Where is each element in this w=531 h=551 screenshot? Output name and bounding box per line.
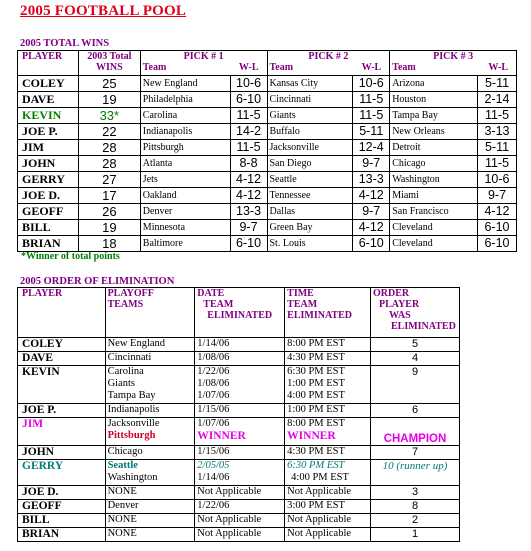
table-row: DAVE Cincinnati 1/08/06 4:30 PM EST 4 bbox=[18, 352, 460, 366]
table-row bbox=[18, 124, 517, 140]
cell-t3: Cleveland bbox=[390, 236, 478, 252]
header-pick2: PICK # 2 Team W-L bbox=[267, 51, 390, 76]
cell-total: 28 bbox=[78, 156, 140, 172]
cell-t3: Tampa Bay bbox=[390, 108, 478, 124]
cell-wl1: 8-8 bbox=[230, 156, 267, 172]
total-wins-title: 2005 TOTAL WINS bbox=[20, 38, 110, 49]
cell-t1: Denver bbox=[140, 204, 230, 220]
table-row bbox=[18, 172, 517, 188]
header-total: 2003 Total WINS bbox=[78, 51, 140, 76]
table-row: KEVIN Carolina Giants Tampa Bay 1/22/06 1/08/06 1/07/06 6:30 PM EST 1:00 PM EST 4:00 PM EST 9 bbox=[18, 366, 460, 404]
cell-player: BILL bbox=[18, 220, 79, 236]
cell-wl2: 10-6 bbox=[353, 76, 390, 92]
header-player: PLAYER bbox=[18, 51, 79, 76]
cell-wl2: 6-10 bbox=[353, 236, 390, 252]
cell-wl3: 2-14 bbox=[478, 92, 517, 108]
cell-total: 19 bbox=[78, 92, 140, 108]
table-row: BRIAN NONE Not Applicable Not Applicable 1 bbox=[18, 528, 460, 542]
cell-t1: Baltimore bbox=[140, 236, 230, 252]
table-row: JIM Jacksonville Pittsburgh 1/07/06 WINNER 8:00 PM EST WINNER CHAMPION bbox=[18, 418, 460, 446]
table-row: GEOFF Denver 1/22/06 3:00 PM EST 8 bbox=[18, 500, 460, 514]
cell-t1: Philadelphia bbox=[140, 92, 230, 108]
cell-wl2: 9-7 bbox=[353, 156, 390, 172]
cell-t3: New Orleans bbox=[390, 124, 478, 140]
cell-t3: Washington bbox=[390, 172, 478, 188]
cell-t2: Seattle bbox=[267, 172, 353, 188]
cell-total: 17 bbox=[78, 188, 140, 204]
table-row: GERRY Seattle Washington 2/05/05 1/14/06 6:30 PM EST 4:00 PM EST 10 (runner up) bbox=[18, 460, 460, 486]
cell-t2: Jacksonville bbox=[267, 140, 353, 156]
cell-total: 19 bbox=[78, 220, 140, 236]
cell-player: GEOFF bbox=[18, 204, 79, 220]
winner-note: *Winner of total points bbox=[21, 251, 120, 262]
cell-t1: Minnesota bbox=[140, 220, 230, 236]
cell-wl1: 11-5 bbox=[230, 140, 267, 156]
cell-total: 25 bbox=[78, 76, 140, 92]
cell-wl2: 9-7 bbox=[353, 204, 390, 220]
cell-t1: Carolina bbox=[140, 108, 230, 124]
cell-t2: Giants bbox=[267, 108, 353, 124]
cell-t2: Cincinnati bbox=[267, 92, 353, 108]
cell-t2: St. Louis bbox=[267, 236, 353, 252]
cell-total: 26 bbox=[78, 204, 140, 220]
cell-total: 28 bbox=[78, 140, 140, 156]
cell-wl3: 6-10 bbox=[478, 220, 517, 236]
cell-wl3: 9-7 bbox=[478, 188, 517, 204]
cell-t3: San Francisco bbox=[390, 204, 478, 220]
cell-t2: Green Bay bbox=[267, 220, 353, 236]
cell-wl2: 11-5 bbox=[353, 92, 390, 108]
cell-t1: Oakland bbox=[140, 188, 230, 204]
cell-wl1: 4-12 bbox=[230, 172, 267, 188]
cell-wl2: 4-12 bbox=[353, 220, 390, 236]
table-row: COLEY New England 1/14/06 8:00 PM EST 5 bbox=[18, 338, 460, 352]
cell-t1: Jets bbox=[140, 172, 230, 188]
cell-wl3: 4-12 bbox=[478, 204, 517, 220]
cell-wl2: 5-11 bbox=[353, 124, 390, 140]
cell-wl1: 11-5 bbox=[230, 108, 267, 124]
header-player: PLAYER bbox=[18, 288, 106, 338]
elimination-title: 2005 ORDER OF ELIMINATION bbox=[20, 276, 175, 287]
table-header-row bbox=[18, 288, 460, 338]
cell-player: DAVE bbox=[18, 92, 79, 108]
table-row: JOE D. NONE Not Applicable Not Applicable 3 bbox=[18, 486, 460, 500]
cell-t1: Atlanta bbox=[140, 156, 230, 172]
total-wins-table bbox=[17, 50, 517, 252]
cell-player: COLEY bbox=[18, 76, 79, 92]
cell-wl3: 5-11 bbox=[478, 140, 517, 156]
header-pick1: PICK # 1 Team W-L bbox=[140, 51, 267, 76]
table-row bbox=[18, 188, 517, 204]
cell-player: JOE D. bbox=[18, 188, 79, 204]
cell-wl1: 6-10 bbox=[230, 92, 267, 108]
cell-player: KEVIN bbox=[18, 108, 79, 124]
table-row: BILL NONE Not Applicable Not Applicable 2 bbox=[18, 514, 460, 528]
cell-wl1: 13-3 bbox=[230, 204, 267, 220]
cell-total: 18 bbox=[78, 236, 140, 252]
cell-wl1: 6-10 bbox=[230, 236, 267, 252]
cell-wl2: 12-4 bbox=[353, 140, 390, 156]
table-row: JOHN Chicago 1/15/06 4:30 PM EST 7 bbox=[18, 446, 460, 460]
cell-wl3: 5-11 bbox=[478, 76, 517, 92]
cell-player: BRIAN bbox=[18, 236, 79, 252]
table-row bbox=[18, 236, 517, 252]
cell-wl2: 4-12 bbox=[353, 188, 390, 204]
table-row bbox=[18, 220, 517, 236]
cell-player: JOHN bbox=[18, 156, 79, 172]
cell-t3: Cleveland bbox=[390, 220, 478, 236]
cell-player: JOE P. bbox=[18, 124, 79, 140]
cell-t3: Chicago bbox=[390, 156, 478, 172]
cell-t2: Dallas bbox=[267, 204, 353, 220]
table-row bbox=[18, 204, 517, 220]
cell-wl1: 14-2 bbox=[230, 124, 267, 140]
elimination-table bbox=[17, 287, 460, 542]
cell-t2: Buffalo bbox=[267, 124, 353, 140]
cell-wl2: 13-3 bbox=[353, 172, 390, 188]
header-date: DATE TEAM ELIMINATED bbox=[195, 288, 285, 338]
cell-t3: Detroit bbox=[390, 140, 478, 156]
cell-wl3: 10-6 bbox=[478, 172, 517, 188]
cell-t3: Houston bbox=[390, 92, 478, 108]
table-header-row bbox=[18, 51, 517, 76]
cell-total: 22 bbox=[78, 124, 140, 140]
page-title: 2005 FOOTBALL POOL bbox=[20, 3, 187, 19]
cell-wl1: 4-12 bbox=[230, 188, 267, 204]
cell-t1: New England bbox=[140, 76, 230, 92]
table-row bbox=[18, 156, 517, 172]
cell-wl2: 11-5 bbox=[353, 108, 390, 124]
cell-t3: Miami bbox=[390, 188, 478, 204]
table-row: JOE P. Indianapolis 1/15/06 1:00 PM EST 6 bbox=[18, 404, 460, 418]
cell-wl1: 9-7 bbox=[230, 220, 267, 236]
cell-wl3: 3-13 bbox=[478, 124, 517, 140]
cell-t1: Indianapolis bbox=[140, 124, 230, 140]
cell-player: JIM bbox=[18, 140, 79, 156]
cell-wl1: 10-6 bbox=[230, 76, 267, 92]
cell-wl3: 6-10 bbox=[478, 236, 517, 252]
table-row bbox=[18, 76, 517, 92]
cell-t1: Pittsburgh bbox=[140, 140, 230, 156]
cell-wl3: 11-5 bbox=[478, 108, 517, 124]
cell-wl3: 11-5 bbox=[478, 156, 517, 172]
cell-t2: San Diego bbox=[267, 156, 353, 172]
table-row bbox=[18, 140, 517, 156]
cell-total: 27 bbox=[78, 172, 140, 188]
header-playoff-teams: PLAYOFF TEAMS bbox=[105, 288, 195, 338]
cell-t3: Arizona bbox=[390, 76, 478, 92]
header-order: ORDER PLAYER WAS ELIMINATED bbox=[371, 288, 460, 338]
header-pick3: PICK # 3 Team W-L bbox=[390, 51, 517, 76]
cell-total: 33* bbox=[78, 108, 140, 124]
table-row bbox=[18, 92, 517, 108]
table-row bbox=[18, 108, 517, 124]
header-time: TIME TEAM ELIMINATED bbox=[285, 288, 371, 338]
cell-t2: Kansas City bbox=[267, 76, 353, 92]
cell-t2: Tennessee bbox=[267, 188, 353, 204]
cell-player: GERRY bbox=[18, 172, 79, 188]
